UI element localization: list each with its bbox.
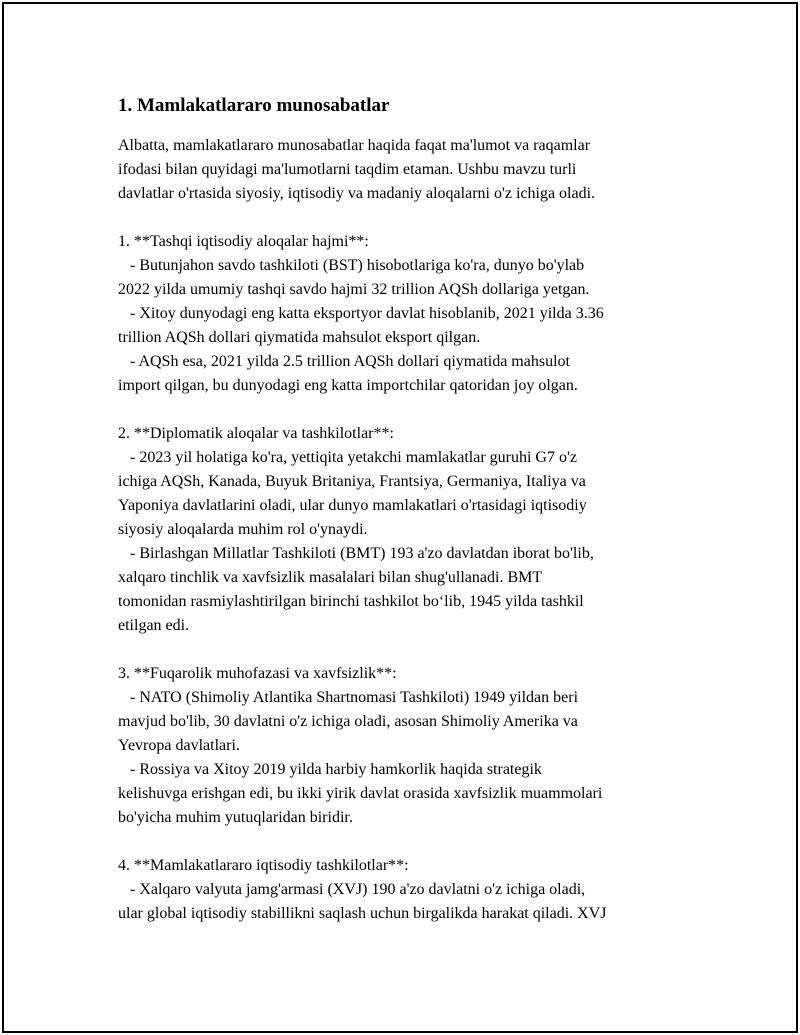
document-body [118, 92, 698, 926]
section-1 [118, 230, 698, 398]
intro-line: davlatlar o'rtasida siyosiy, iqtisodiy va madaniy aloqalarni o'z ichiga oladi. [118, 185, 596, 202]
section-line: xalqaro tinchlik va xavfsizlik masalalari bilan shug'ullanadi. BMT [118, 569, 543, 586]
section-line: etilgan edi. [118, 617, 190, 634]
section-line: - Birlashgan Millatlar Tashkiloti (BMT) 193 a'zo davlatdan iborat bo'lib, [118, 545, 594, 562]
paragraph-gap [118, 206, 698, 230]
section-line: - Xitoy dunyodagi eng katta eksportyor davlat hisoblanib, 2021 yilda 3.36 [118, 305, 604, 322]
intro-paragraph [118, 134, 698, 206]
section-heading: 4. **Mamlakatlararo iqtisodiy tashkilotlar**: [118, 857, 409, 874]
section-line: import qilgan, bu dunyodagi eng katta importchilar qatoridan joy olgan. [118, 377, 578, 394]
intro-line: Albatta, mamlakatlararo munosabatlar haqida faqat ma'lumot va raqamlar [118, 137, 591, 154]
section-line: 2022 yilda umumiy tashqi savdo hajmi 32 trillion AQSh dollariga yetgan. [118, 281, 590, 298]
section-line: Yevropa davlatlari. [118, 737, 240, 754]
section-3 [118, 662, 698, 830]
intro-line: ifodasi bilan quyidagi ma'lumotlarni taqdim etaman. Ushbu mavzu turli [118, 161, 577, 178]
section-line: kelishuvga erishgan edi, bu ikki yirik davlat orasida xavfsizlik muammolari [118, 785, 603, 802]
section-line: bo'yicha muhim yutuqlaridan biridir. [118, 809, 353, 826]
section-line: - 2023 yil holatiga ko'ra, yettiqita yetakchi mamlakatlar guruhi G7 o'z [118, 449, 577, 466]
section-line: trillion AQSh dollari qiymatida mahsulot eksport qilgan. [118, 329, 481, 346]
section-line: - Rossiya va Xitoy 2019 yilda harbiy hamkorlik haqida strategik [118, 761, 542, 778]
section-line: siyosiy aloqalarda muhim rol o'ynaydi. [118, 521, 368, 538]
section-heading: 1. **Tashqi iqtisodiy aloqalar hajmi**: [118, 233, 369, 250]
section-line: - Xalqaro valyuta jamg'armasi (XVJ) 190 a'zo davlatni o'z ichiga oladi, [118, 881, 586, 898]
section-heading: 3. **Fuqarolik muhofazasi va xavfsizlik**: [118, 665, 397, 682]
section-line: ichiga AQSh, Kanada, Buyuk Britaniya, Frantsiya, Germaniya, Italiya va [118, 473, 586, 490]
section-line: - AQSh esa, 2021 yilda 2.5 trillion AQSh dollari qiymatida mahsulot [118, 353, 570, 370]
section-line: Yaponiya davlatlarini oladi, ular dunyo mamlakatlari o'rtasidagi iqtisodiy [118, 497, 587, 514]
section-2 [118, 422, 698, 638]
section-line: - NATO (Shimoliy Atlantika Shartnomasi Tashkiloti) 1949 yildan beri [118, 689, 579, 706]
page-title: 1. Mamlakatlararo munosabatlar [118, 95, 390, 116]
section-line: ular global iqtisodiy stabillikni saqlash uchun birgalikda harakat qiladi. XVJ [118, 905, 607, 922]
section-4 [118, 854, 698, 926]
paragraph-gap [118, 398, 698, 422]
paragraph-gap [118, 638, 698, 662]
section-line: tomonidan rasmiylashtirilgan birinchi tashkilot bo‘lib, 1945 yilda tashkil [118, 593, 584, 610]
section-line: - Butunjahon savdo tashkiloti (BST) hisobotlariga ko'ra, dunyo bo'ylab [118, 257, 585, 274]
paragraph-gap [118, 830, 698, 854]
section-heading: 2. **Diplomatik aloqalar va tashkilotlar**: [118, 425, 394, 442]
section-line: mavjud bo'lib, 30 davlatni o'z ichiga oladi, asosan Shimoliy Amerika va [118, 713, 578, 730]
